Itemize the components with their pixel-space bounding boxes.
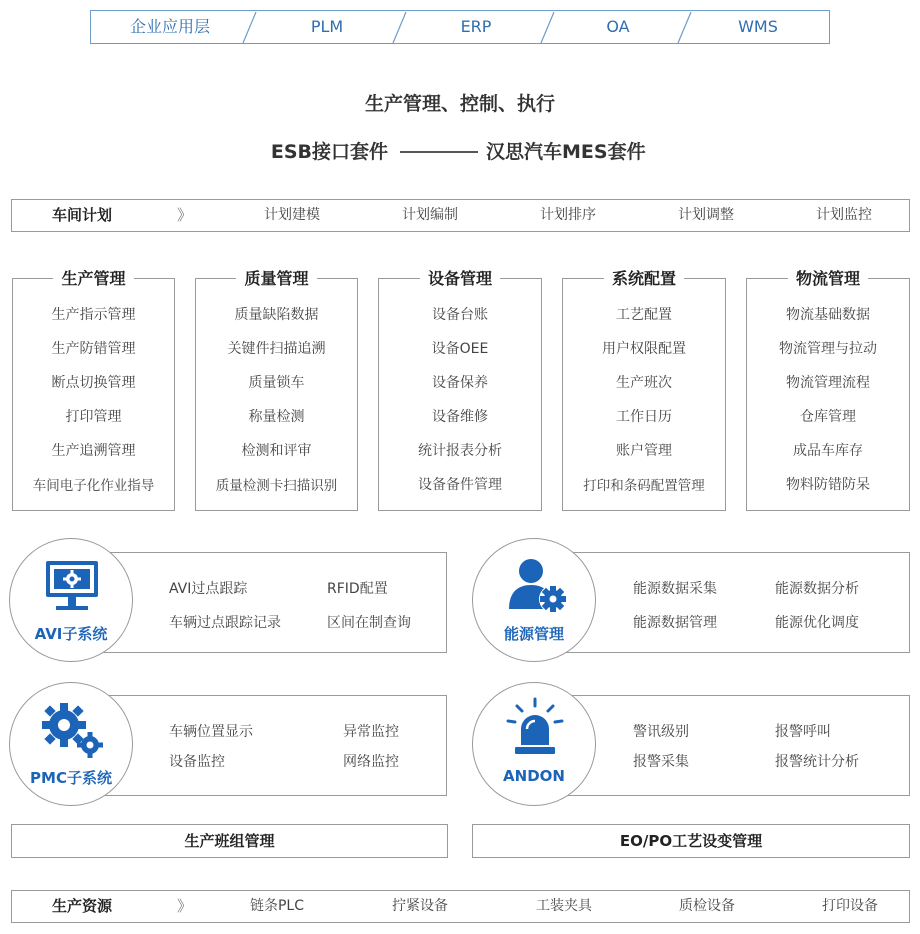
module-item: 称量检测 bbox=[248, 409, 305, 425]
module-item: 生产防错管理 bbox=[51, 341, 136, 357]
module-item: 物料防错防呆 bbox=[786, 477, 870, 493]
subsystem-item: 能源数据采集 bbox=[633, 581, 717, 597]
module-item: 检测和评审 bbox=[241, 443, 312, 459]
module-item: 设备台账 bbox=[432, 307, 488, 323]
resource-item: 质检设备 bbox=[679, 898, 735, 914]
workshop-plan-label: 车间计划 bbox=[52, 206, 113, 224]
plan-item: 计划建模 bbox=[264, 207, 320, 223]
module-item: 账户管理 bbox=[616, 443, 672, 459]
module-item: 设备保养 bbox=[432, 375, 488, 391]
gears-icon bbox=[40, 701, 108, 759]
subsystem-item: AVI过点跟踪 bbox=[169, 581, 248, 597]
double-chevron-icon: 》 bbox=[177, 897, 193, 915]
avi-subsystem-badge bbox=[9, 538, 133, 662]
subsystem-item: 报警采集 bbox=[633, 754, 689, 770]
module-logistics bbox=[746, 269, 910, 511]
user-gear-icon bbox=[507, 557, 571, 617]
enterprise-oa: OA bbox=[606, 17, 630, 36]
plan-item: 计划调整 bbox=[678, 207, 734, 223]
andon-subsystem-badge bbox=[472, 682, 596, 806]
subsystem-item: 网络监控 bbox=[343, 754, 399, 770]
module-item: 物流基础数据 bbox=[786, 307, 870, 323]
module-production bbox=[12, 269, 175, 511]
subsystem-item: 警讯级别 bbox=[633, 724, 689, 740]
esb-suite-label: ESB接口套件 bbox=[270, 141, 388, 163]
module-item: 质量锁车 bbox=[248, 375, 305, 391]
alarm-light-icon bbox=[503, 697, 567, 757]
module-item: 打印和条码配置管理 bbox=[583, 478, 705, 494]
module-item: 物流管理与拉动 bbox=[779, 341, 877, 357]
subsystem-item: RFID配置 bbox=[327, 581, 388, 597]
module-item: 工作日历 bbox=[616, 409, 672, 425]
enterprise-layer-label: 企业应用层 bbox=[129, 17, 210, 36]
module-item: 质量检测卡扫描识别 bbox=[215, 478, 338, 494]
subsystem-item: 异常监控 bbox=[343, 724, 399, 740]
suite-connector-line bbox=[400, 151, 478, 153]
module-item: 车间电子化作业指导 bbox=[32, 478, 155, 494]
resource-item: 工装夹具 bbox=[536, 898, 592, 914]
module-item: 断点切换管理 bbox=[51, 375, 136, 391]
subsystem-item: 能源数据分析 bbox=[775, 581, 859, 597]
module-item: 仓库管理 bbox=[800, 409, 856, 425]
enterprise-wms: WMS bbox=[738, 17, 778, 36]
module-title: 生产管理 bbox=[53, 269, 133, 288]
energy-label: 能源管理 bbox=[503, 625, 564, 643]
resource-item: 拧紧设备 bbox=[392, 898, 448, 914]
subsystem-item: 报警统计分析 bbox=[775, 754, 859, 770]
mes-suite-label: 汉思汽车MES套件 bbox=[486, 141, 646, 163]
subsystem-item: 车辆位置显示 bbox=[169, 724, 253, 740]
pmc-label: PMC子系统 bbox=[30, 769, 112, 787]
andon-label: ANDON bbox=[503, 767, 565, 785]
workshop-plan-bar bbox=[11, 199, 910, 232]
plan-item: 计划编制 bbox=[402, 207, 458, 223]
subsystem-item: 车辆过点跟踪记录 bbox=[169, 615, 281, 631]
module-item: 打印管理 bbox=[65, 409, 122, 425]
plan-item: 计划监控 bbox=[816, 207, 872, 223]
module-title: 设备管理 bbox=[420, 269, 500, 288]
team-management-bar: 生产班组管理 bbox=[11, 824, 448, 858]
module-title: 质量管理 bbox=[236, 269, 316, 288]
module-item: 关键件扫描追溯 bbox=[227, 341, 326, 357]
module-item: 质量缺陷数据 bbox=[234, 307, 319, 323]
monitor-gear-icon bbox=[42, 559, 102, 617]
module-item: 成品车库存 bbox=[793, 443, 863, 459]
module-item: 设备OEE bbox=[431, 341, 489, 357]
resources-label: 生产资源 bbox=[52, 897, 113, 915]
module-title: 物流管理 bbox=[788, 269, 868, 288]
resource-item: 打印设备 bbox=[822, 898, 878, 914]
module-system-config bbox=[562, 269, 726, 511]
module-item: 设备备件管理 bbox=[418, 477, 502, 493]
module-item: 物流管理流程 bbox=[786, 375, 870, 391]
resource-item: 链条PLC bbox=[249, 898, 305, 914]
module-item: 统计报表分析 bbox=[418, 443, 502, 459]
module-item: 工艺配置 bbox=[616, 307, 672, 323]
energy-subsystem-badge bbox=[472, 538, 596, 662]
headline-production: 生产管理、控制、执行 bbox=[364, 93, 555, 115]
module-quality bbox=[195, 269, 358, 511]
avi-label: AVI子系统 bbox=[34, 625, 108, 643]
subsystem-item: 能源数据管理 bbox=[633, 615, 717, 631]
subsystem-item: 区间在制查询 bbox=[327, 615, 411, 631]
module-item: 生产追溯管理 bbox=[51, 443, 136, 459]
production-resources-bar bbox=[11, 890, 910, 923]
eo-po-change-bar: EO/PO工艺设变管理 bbox=[472, 824, 910, 858]
subsystem-item: 设备监控 bbox=[169, 754, 225, 770]
enterprise-erp: ERP bbox=[460, 17, 492, 36]
module-item: 设备维修 bbox=[432, 409, 488, 425]
enterprise-plm: PLM bbox=[310, 17, 344, 36]
enterprise-layer-bar bbox=[90, 10, 830, 44]
subsystem-item: 报警呼叫 bbox=[775, 724, 831, 740]
pmc-subsystem-badge bbox=[9, 682, 133, 806]
headline-suites bbox=[0, 137, 920, 167]
double-chevron-icon: 》 bbox=[177, 206, 193, 224]
module-equipment bbox=[378, 269, 542, 511]
module-item: 生产指示管理 bbox=[51, 307, 136, 323]
module-item: 用户权限配置 bbox=[602, 341, 686, 357]
subsystem-item: 能源优化调度 bbox=[775, 615, 859, 631]
module-title: 系统配置 bbox=[604, 269, 684, 288]
plan-item: 计划排序 bbox=[540, 207, 596, 223]
module-item: 生产班次 bbox=[616, 375, 672, 391]
